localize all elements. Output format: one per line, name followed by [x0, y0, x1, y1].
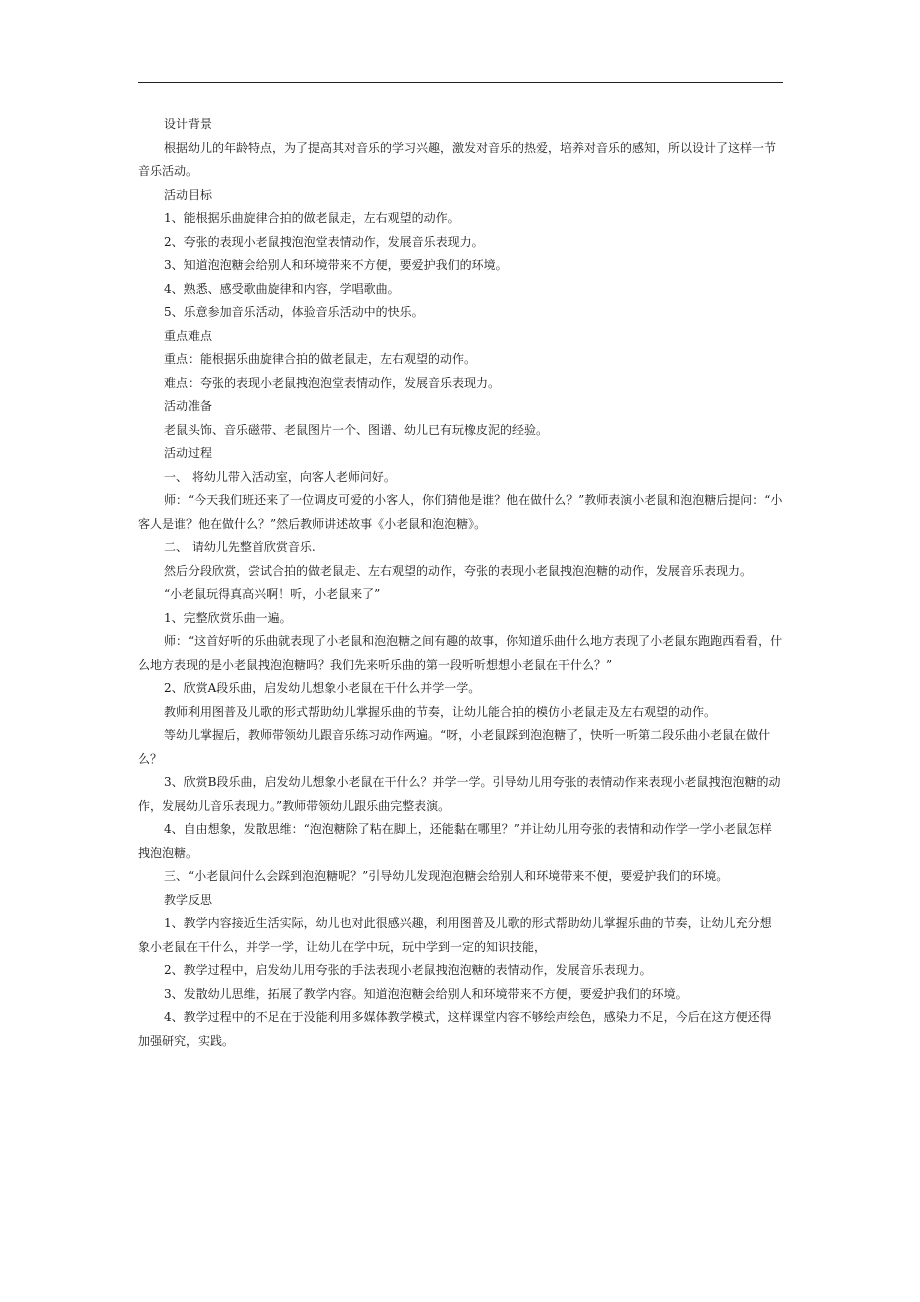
goal-item-1: 1、能根据乐曲旋律合拍的做老鼠走，左右观望的动作。 — [164, 211, 460, 225]
process-paragraph: 然后分段欣赏，尝试合拍的做老鼠走、左右观望的动作，夸张的表现小老鼠拽泡泡糖的动作，发展音乐表现力。 — [164, 563, 753, 578]
reflection-item-1: 1、教学内容接近生活实际，幼儿也对此很感兴趣，利用图普及儿歌的形式帮助幼儿掌握乐曲的节奏，让幼儿充分想象小老鼠在干什么，并学一学，让幼儿在学中玩，玩中学到一定的知识技能， — [138, 916, 772, 954]
process-step-1: 一、 将幼儿带入活动室，向客人老师问好。 — [164, 469, 396, 484]
reflection-item-3: 3、发散幼儿思维，拓展了教学内容。知道泡泡糖会给别人和环境带来不方便，要爱护我们的环境。 — [164, 986, 688, 1001]
section-heading-reflection: 教学反思 — [164, 892, 213, 907]
goal-item-4: 4、熟悉、感受歌曲旋律和内容，学唱歌曲。 — [164, 281, 400, 296]
section-heading-process: 活动过程 — [164, 446, 213, 460]
process-paragraph: 教师利用图普及儿歌的形式帮助幼儿掌握乐曲的节奏，让幼儿能合拍的模仿小老鼠走及左右观望的动作。 — [164, 704, 717, 719]
header-rule — [138, 82, 783, 83]
process-sub-item-4: 4、自由想象，发散思维：“泡泡糖除了粘在脚上，还能黏在哪里？”并让幼儿用夸张的表情和动作学一学小老鼠怎样拽泡泡糖。 — [138, 822, 772, 860]
section-heading-key-points: 重点难点 — [164, 328, 213, 343]
goal-item-3: 3、知道泡泡糖会给别人和环境带来不方便，要爱护我们的环境。 — [164, 258, 508, 272]
process-paragraph: “小老鼠玩得真高兴啊！听，小老鼠来了” — [164, 587, 381, 601]
process-paragraph: 师：“这首好听的乐曲就表现了小老鼠和泡泡糖之间有趣的故事，你知道乐曲什么地方表现了小老鼠东跑跑西看看，什么地方表现的是小老鼠拽泡泡糖吗？我们先来听乐曲的第一段听听想想小老鼠在干什么？” — [138, 634, 783, 672]
process-sub-item-2: 2、欣赏A段乐曲，启发幼儿想象小老鼠在干什么并学一学。 — [164, 681, 481, 695]
section-heading-preparation: 活动准备 — [164, 399, 213, 413]
reflection-item-2: 2、教学过程中，启发幼儿用夸张的手法表现小老鼠拽泡泡糖的表情动作，发展音乐表现力。 — [164, 963, 652, 977]
reflection-item-4: 4、教学过程中的不足在于没能利用多媒体教学模式，这样课堂内容不够绘声绘色，感染力不足，今后在这方便还得加强研究，实践。 — [138, 1010, 772, 1048]
process-paragraph: 等幼儿掌握后，教师带领幼儿跟音乐练习动作两遍。“呀，小老鼠踩到泡泡糖了，快听一听第二段乐曲小老鼠在做什么？ — [138, 728, 771, 766]
paragraph-background: 根据幼儿的年龄特点，为了提高其对音乐的学习兴趣，激发对音乐的热爱，培养对音乐的感知，所以设计了这样一节音乐活动。 — [138, 140, 777, 178]
process-sub-item-1: 1、完整欣赏乐曲一遍。 — [164, 610, 292, 625]
key-point: 重点：能根据乐曲旋律合拍的做老鼠走，左右观望的动作。 — [164, 352, 477, 366]
goal-item-2: 2、夸张的表现小老鼠拽泡泡堂表情动作，发展音乐表现力。 — [164, 234, 484, 249]
document-body — [138, 113, 783, 1053]
goal-item-5: 5、乐意参加音乐活动，体验音乐活动中的快乐。 — [164, 305, 424, 319]
section-heading-background: 设计背景 — [164, 117, 213, 131]
process-sub-item-3: 3、欣赏B段乐曲，启发幼儿想象小老鼠在干什么？并学一学。引导幼儿用夸张的表情动作来表现小老鼠拽泡泡糖的动作，发展幼儿音乐表现力。”教师带领幼儿跟乐曲完整表演。 — [138, 775, 781, 813]
section-heading-goals: 活动目标 — [164, 187, 213, 202]
process-step-2: 二、 请幼儿先整首欣赏音乐. — [164, 540, 316, 554]
paragraph-preparation: 老鼠头饰、音乐磁带、老鼠图片一个、图谱、幼儿已有玩橡皮泥的经验。 — [164, 422, 549, 437]
process-step-3: 三、“小老鼠问什么会踩到泡泡糖呢？”引导幼儿发现泡泡糖会给别人和环境带来不便，要爱护我们的环境。 — [164, 869, 729, 883]
difficulty-point: 难点：夸张的表现小老鼠拽泡泡堂表情动作，发展音乐表现力。 — [164, 375, 501, 390]
process-paragraph: 师：“今天我们班还来了一位调皮可爱的小客人，你们猜他是谁？他在做什么？”教师表演小老鼠和泡泡糖后提问：“小客人是谁？他在做什么？”然后教师讲述故事《小老鼠和泡泡糖》。 — [138, 493, 783, 531]
